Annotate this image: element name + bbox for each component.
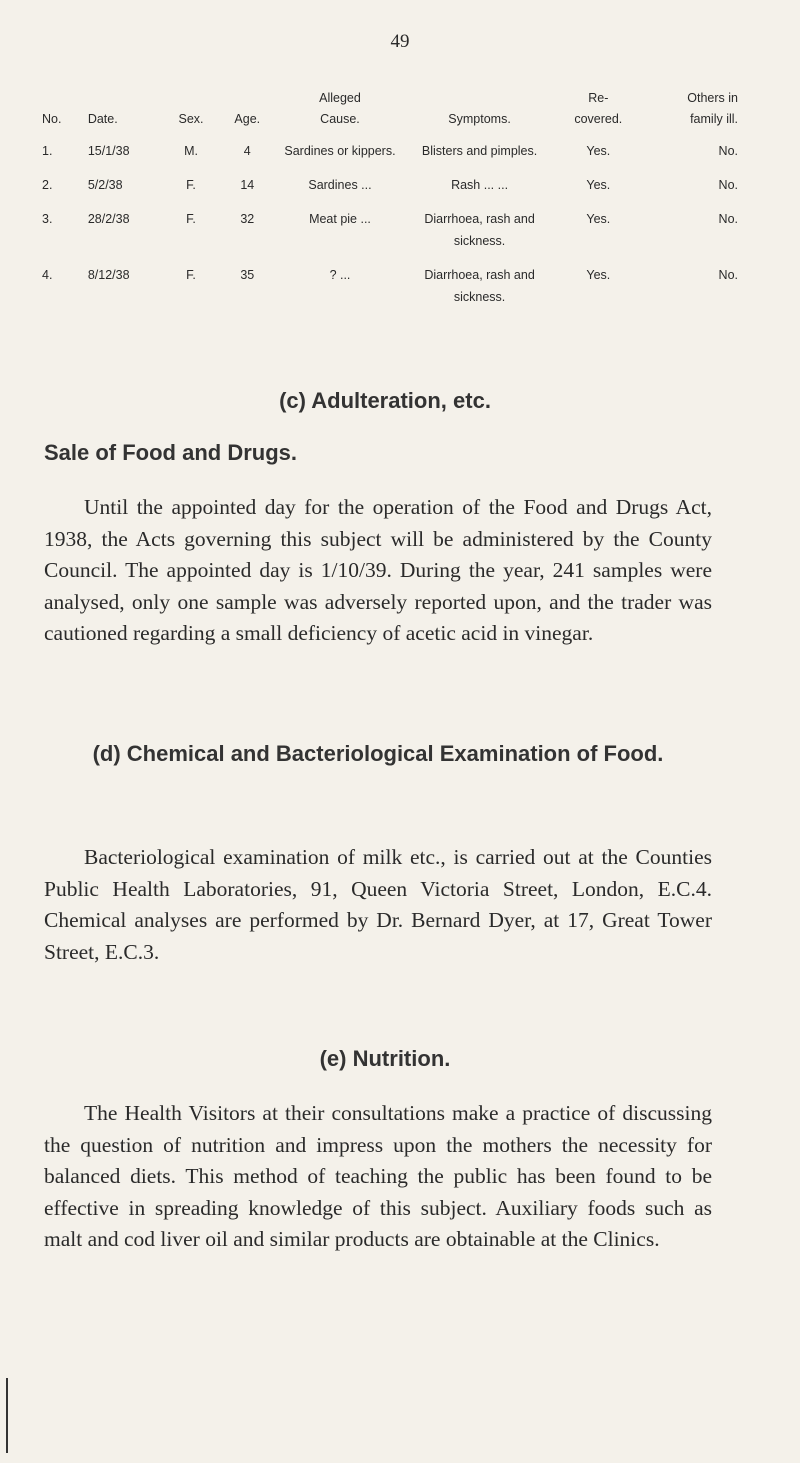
- header-age: Age.: [234, 112, 261, 126]
- cell-age: 35: [240, 268, 255, 282]
- page-number: 49: [390, 31, 410, 52]
- cell-symptoms: Diarrhoea, rash and sickness.: [424, 268, 535, 304]
- cell-symptoms: Diarrhoea, rash and sickness.: [424, 212, 535, 248]
- header-cause-line1: Alleged: [319, 91, 361, 105]
- cell-others: No.: [718, 178, 738, 192]
- cell-others: No.: [718, 144, 738, 158]
- cell-cause: Sardines or kippers.: [284, 144, 396, 158]
- table-row: [40, 140, 740, 174]
- header-no: No.: [42, 112, 62, 126]
- cell-cause: ? ...: [329, 268, 351, 282]
- header-others-line2: family ill.: [690, 112, 738, 126]
- section-c-subheading: Sale of Food and Drugs.: [44, 440, 298, 465]
- cell-age: 32: [240, 212, 255, 226]
- header-others-line1: Others in: [687, 91, 738, 105]
- header-recovered-line1: Re-: [588, 91, 609, 105]
- cell-no: 1.: [42, 144, 53, 158]
- cell-sex: F.: [186, 268, 196, 282]
- cell-no: 2.: [42, 178, 53, 192]
- cell-sex: F.: [186, 212, 196, 226]
- cell-recovered: Yes.: [586, 212, 611, 226]
- header-date: Date.: [87, 112, 118, 126]
- section-e-paragraph: The Health Visitors at their consultations make a practice of discussing the question of nutrition and impress upon the mothers the necessity for balanced diets. This method of teaching the public has been found to be effective in spreading knowledge of this subject. Auxiliary foods such as malt and cod liver oil and similar products are obtainable at the Clinics.: [44, 1101, 712, 1252]
- cell-no: 3.: [42, 212, 53, 226]
- cell-date: 8/12/38: [87, 268, 130, 282]
- cell-age: 14: [240, 178, 255, 192]
- section-c-paragraph: Until the appointed day for the operation of the Food and Drugs Act, 1938, the Acts governing this subject will be administered by the County Council. The appointed day is 1/10/39. During the year, 241 samples were analysed, only one sample was adversely reported upon, and the trader was cautioned regarding a small deficiency of acetic acid in vinegar.: [44, 495, 712, 646]
- header-sex: Sex.: [178, 112, 204, 126]
- cell-recovered: Yes.: [586, 268, 611, 282]
- header-symptoms: Symptoms.: [448, 112, 511, 126]
- header-recovered-line2: covered.: [574, 112, 623, 126]
- table-header-row: [40, 88, 740, 140]
- cell-date: 28/2/38: [87, 212, 130, 226]
- header-alleged-cause: [275, 88, 404, 140]
- table-row: [40, 174, 740, 208]
- cell-recovered: Yes.: [586, 178, 611, 192]
- cell-others: No.: [718, 268, 738, 282]
- cell-others: No.: [718, 212, 738, 226]
- table-row: [40, 208, 740, 264]
- table-row: [40, 264, 740, 320]
- cell-date: 15/1/38: [87, 144, 130, 158]
- header-recovered: [555, 88, 643, 140]
- cell-age: 4: [243, 144, 251, 158]
- cell-cause: Meat pie ...: [309, 212, 371, 226]
- section-d-heading: (d) Chemical and Bacteriological Examination of Food.: [92, 741, 664, 766]
- header-cause-line2: Cause.: [320, 112, 360, 126]
- food-poisoning-cases-table: [40, 88, 740, 320]
- header-others-ill: [642, 88, 740, 140]
- cell-cause: Sardines ...: [308, 178, 372, 192]
- page-edge-mark: [6, 1378, 8, 1453]
- section-e-heading: (e) Nutrition.: [319, 1046, 451, 1071]
- cell-no: 4.: [42, 268, 53, 282]
- cell-symptoms: Blisters and pimples.: [421, 144, 538, 158]
- cell-date: 5/2/38: [87, 178, 123, 192]
- section-c-heading: (c) Adulteration, etc.: [279, 388, 491, 413]
- section-d-paragraph: Bacteriological examination of milk etc., is carried out at the Counties Public Health Laboratories, 91, Queen Victoria Street, London, E.C.4. Chemical analyses are performed by Dr. Bernard Dyer, at 17, Great Tower Street, E.C.3.: [44, 845, 712, 964]
- cell-symptoms: Rash ... ...: [451, 178, 509, 192]
- cell-sex: M.: [184, 144, 198, 158]
- cell-recovered: Yes.: [586, 144, 611, 158]
- cell-sex: F.: [186, 178, 196, 192]
